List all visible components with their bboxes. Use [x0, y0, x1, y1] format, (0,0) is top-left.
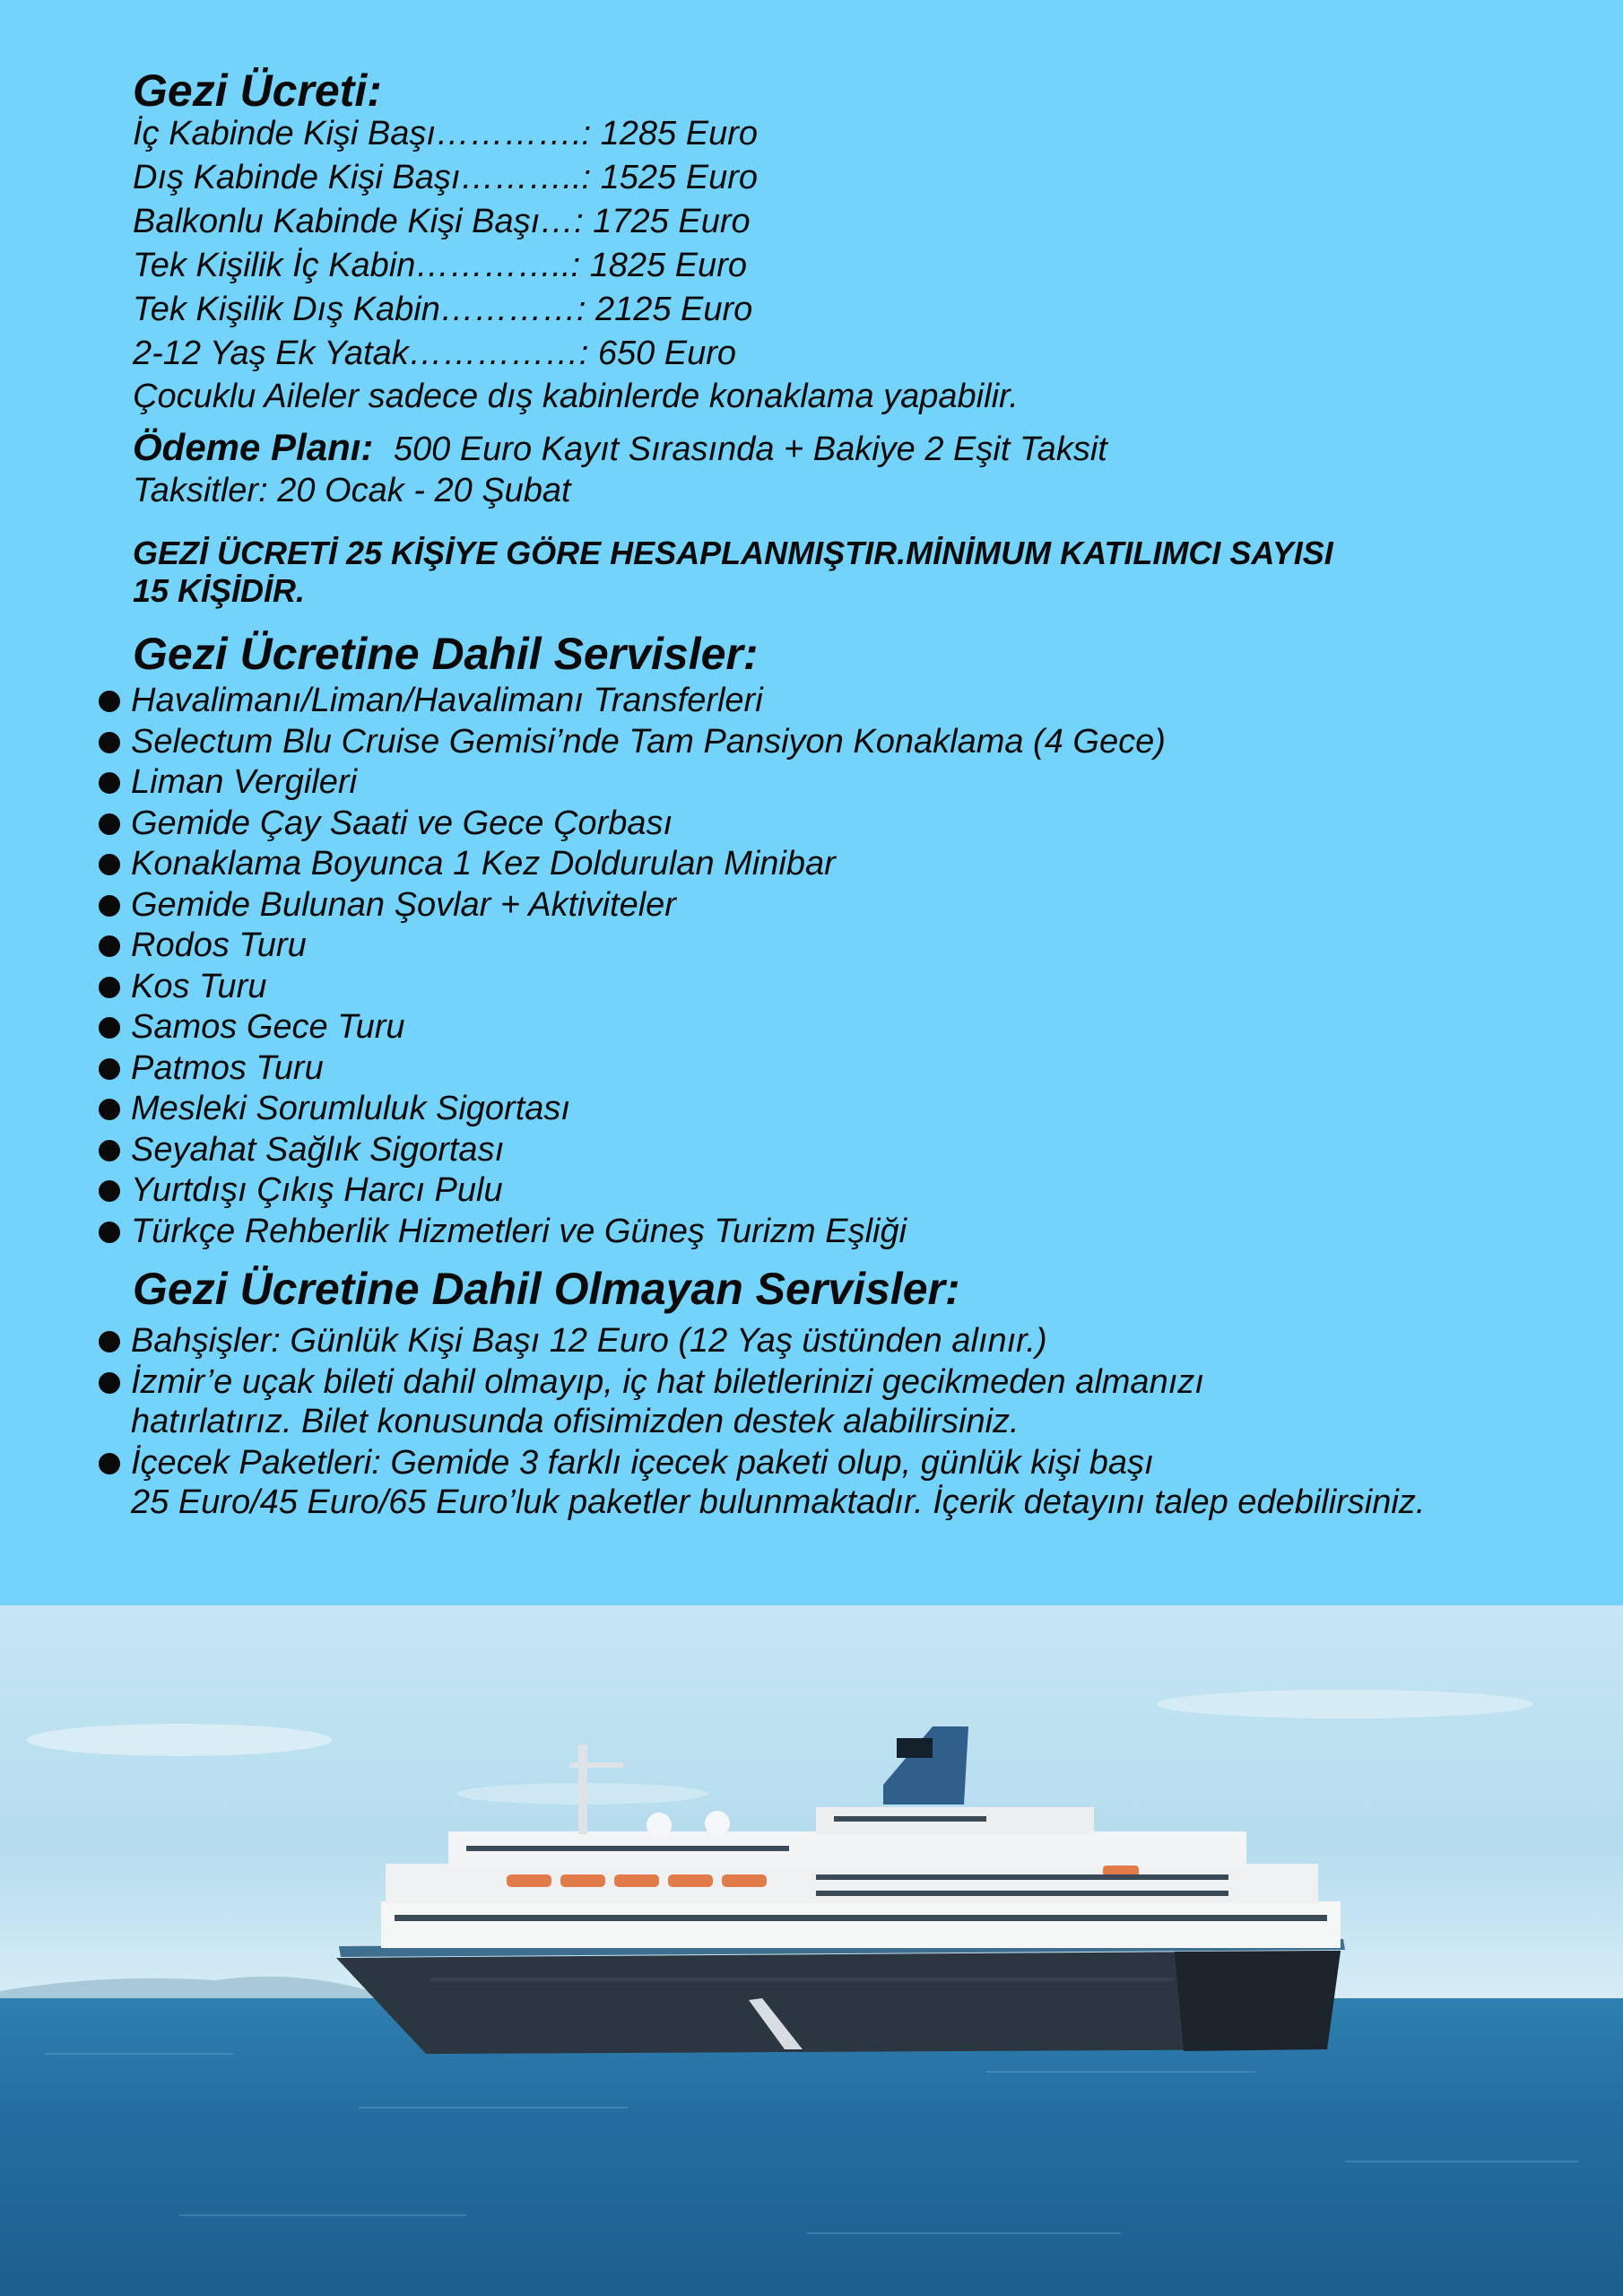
included-item: Kos Turu: [131, 967, 267, 1005]
excluded-item: Bahşişler: Günlük Kişi Başı 12 Euro (12 Yaş üstünden alınır.): [131, 1322, 1047, 1360]
included-item: Rodos Turu: [131, 926, 307, 964]
payment-installments: Taksitler: 20 Ocak - 20 Şubat: [133, 472, 571, 509]
fees-title: Gezi Ücreti:: [133, 65, 382, 116]
payment-plan-text: 500 Euro Kayıt Sırasında + Bakiye 2 Eşit Taksit: [393, 430, 1107, 468]
bullet-icon: [99, 1453, 120, 1474]
bullet-icon: [99, 732, 120, 753]
payment-plan: [133, 426, 1107, 469]
fee-outer-cabin: Dış Kabinde Kişi Başı………..: 1525 Euro: [133, 159, 758, 196]
bullet-icon: [99, 1058, 120, 1080]
included-item: Liman Vergileri: [131, 763, 358, 801]
bullet-icon: [99, 1099, 120, 1120]
included-item: Seyahat Sağlık Sigortası: [131, 1130, 505, 1169]
fee-balcony-cabin: Balkonlu Kabinde Kişi Başı…: 1725 Euro: [133, 203, 751, 240]
included-item: Havalimanı/Liman/Havalimanı Transferleri: [131, 682, 763, 719]
notice-line-1: GEZİ ÜCRETİ 25 KİŞİYE GÖRE HESAPLANMIŞTIR.MİNİMUM KATILIMCI SAYISI: [133, 535, 1333, 571]
bullet-icon: [99, 935, 120, 957]
cruise-ship-photo: [0, 1605, 1623, 2296]
bullet-icon: [99, 977, 120, 998]
fee-family-note: Çocuklu Aileler sadece dış kabinlerde konaklama yapabilir.: [133, 378, 1019, 415]
excluded-item: hatırlatırız. Bilet konusunda ofisimizden destek alabilirsiniz.: [131, 1403, 1020, 1440]
included-item: Gemide Bulunan Şovlar + Aktiviteler: [131, 885, 676, 924]
bullet-icon: [99, 854, 120, 875]
fee-extra-bed: 2-12 Yaş Ek Yatak……………: 650 Euro: [133, 335, 737, 372]
included-item: Yurtdışı Çıkış Harcı Pulu: [131, 1171, 503, 1209]
fee-single-inner: Tek Kişilik İç Kabin…………..: 1825 Euro: [133, 247, 747, 284]
bullet-icon: [99, 895, 120, 917]
notice-line-2: 15 KİŞİDİR.: [133, 572, 306, 609]
included-item: Selectum Blu Cruise Gemisi’nde Tam Pansiyon Konaklama (4 Gece): [131, 722, 1166, 761]
excluded-title: Gezi Ücretine Dahil Olmayan Servisler:: [133, 1264, 960, 1314]
included-title: Gezi Ücretine Dahil Servisler:: [133, 629, 759, 679]
bullet-icon: [99, 813, 120, 835]
fee-single-outer: Tek Kişilik Dış Kabin…………: 2125 Euro: [133, 291, 753, 328]
bullet-icon: [99, 1180, 120, 1202]
included-item: Gemide Çay Saati ve Gece Çorbası: [131, 804, 673, 842]
bullet-icon: [99, 772, 120, 794]
excluded-item: 25 Euro/45 Euro/65 Euro’luk paketler bulunmaktadır. İçerik detayını talep edebilirsiniz.: [131, 1483, 1426, 1521]
included-item: Samos Gece Turu: [131, 1008, 405, 1046]
payment-plan-label: Ödeme Planı:: [133, 426, 374, 468]
excluded-item: İzmir’e uçak bileti dahil olmayıp, iç hat biletlerinizi gecikmeden almanızı: [131, 1363, 1204, 1401]
fee-inner-cabin: İç Kabinde Kişi Başı………….: 1285 Euro: [133, 115, 758, 152]
included-item: Konaklama Boyunca 1 Kez Doldurulan Minibar: [131, 845, 836, 883]
excluded-item: İçecek Paketleri: Gemide 3 farklı içecek paketi olup, günlük kişi başı: [131, 1444, 1154, 1482]
bullet-icon: [99, 691, 120, 712]
bullet-icon: [99, 1372, 120, 1394]
included-item: Türkçe Rehberlik Hizmetleri ve Güneş Turizm Eşliği: [131, 1212, 907, 1250]
bullet-icon: [99, 1331, 120, 1352]
bullet-icon: [99, 1222, 120, 1243]
bullet-icon: [99, 1017, 120, 1039]
included-item: Patmos Turu: [131, 1048, 324, 1087]
bullet-icon: [99, 1140, 120, 1161]
included-item: Mesleki Sorumluluk Sigortası: [131, 1090, 570, 1127]
